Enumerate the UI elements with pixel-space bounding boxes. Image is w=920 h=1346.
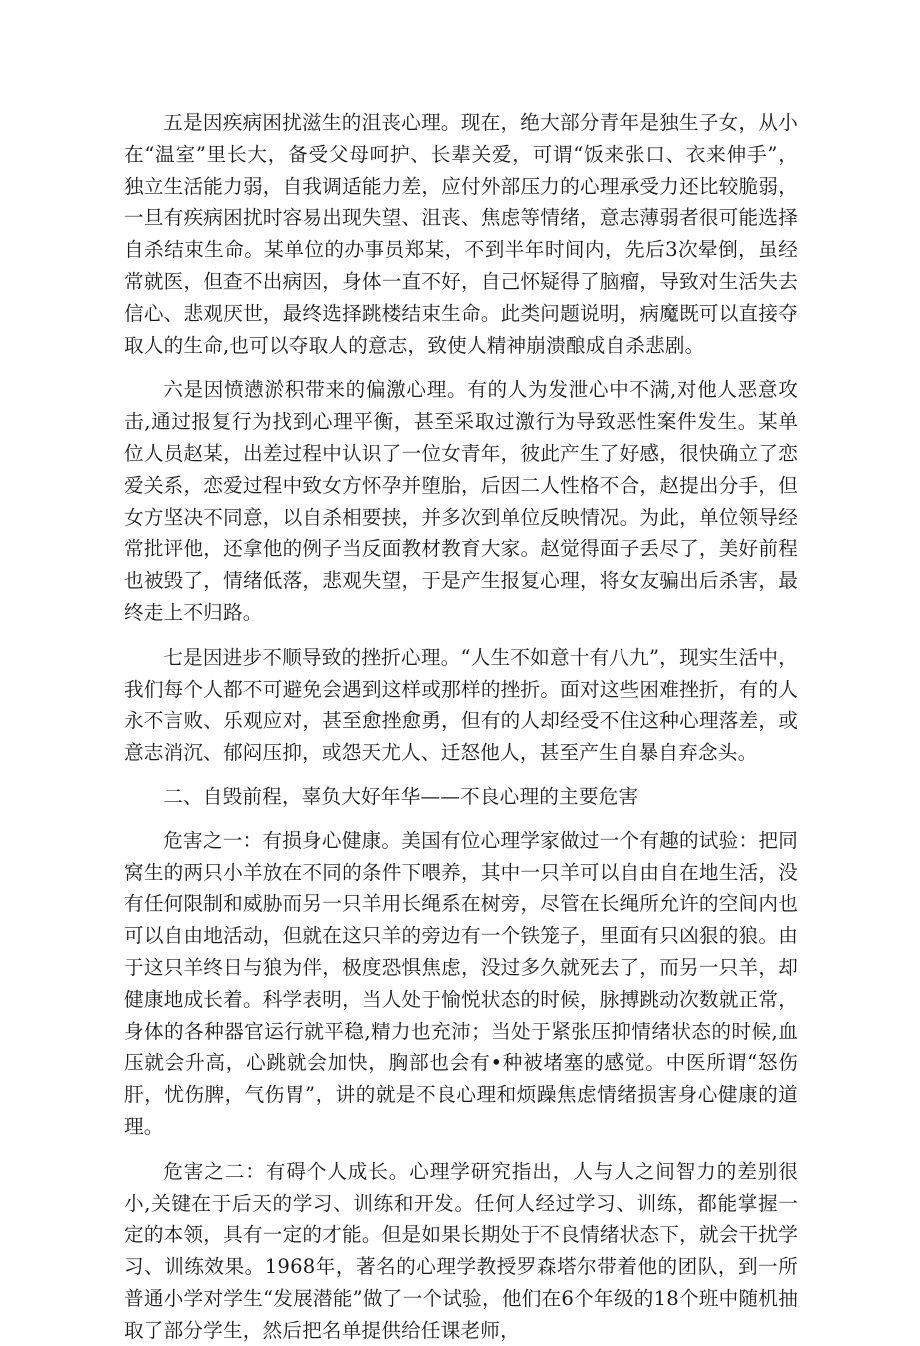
paragraph-depression: 五是因疾病困扰滋生的沮丧心理。现在，绝大部分青年是独生子女，从小在“温室”里长大，备受父母呵护、长辈关爱，可谓“饭来张口、衣来伸手”，独立生活能力弱，自我调适能力差，应付外部压力的心理承受力还比较脆弱，一旦有疾病困扰时容易出现失望、沮丧、焦虑等情绪，意志薄弱者很可能选择自杀结束生命。某单位的办事员郑某，不到半年时间内，先后3次晕倒，虽经常就医，但查不出病因，身体一直不好，自己怀疑得了脑瘤，导致对生活失去信心、悲观厌世，最终选择跳楼结束生命。此类问题说明，病魔既可以直接夺取人的生命,也可以夺取人的意志，致使人精神崩溃酿成自杀悲剧。 [124, 111, 798, 357]
paragraph-frustration: 七是因进步不顺导致的挫折心理。“人生不如意十有八九”，现实生活中，我们每个人都不可避免会遇到这样或那样的挫折。面对这些困难挫折，有的人永不言败、乐观应对，甚至愈挫愈勇，但有的人却经受不住这种心理落差，或意志消沉、郁闷压抑，或怨天尤人、迁怒他人，甚至产生自暴自弃念头。 [124, 645, 798, 765]
paragraph-harm-one: 危害之一：有损身心健康。美国有位心理学家做过一个有趣的试验：把同窝生的两只小羊放在不同的条件下喂养，其中一只羊可以自由自在地生活，没有任何限制和威胁而另一只羊用长绳系在树旁，尽管在长绳所允许的空间内也可以自由地活动，但就在这只羊的旁边有一个铁笼子，里面有只凶狠的狼。由于这只羊终日与狼为伴，极度恐惧焦虑，没过多久就死去了，而另一只羊，却健康地成长着。科学表明，当人处于愉悦状态的时候，脉搏跳动次数就正常，身体的各种器官运行就平稳,精力也充沛；当处于紧张压抑情绪状态的时候,血压就会升高，心跳就会加快，胸部也会有•种被堵塞的感觉。中医所谓“怒伤肝，忧伤脾，气伤胃”，讲的就是不良心理和烦躁焦虑情绪损害身心健康的道理。 [124, 828, 798, 1138]
paragraph-extreme: 六是因愤懑淤积带来的偏激心理。有的人为发泄心中不满,对他人恶意攻击,通过报复行为找到心理平衡，甚至采取过激行为导致恶性案件发生。某单位人员赵某，出差过程中认识了一位女青年，彼此产生了好感，很快确立了恋爱关系，恋爱过程中致女方怀孕并堕胎，后因二人性格不合，赵提出分手，但女方坚决不同意，以自杀相要挟，并多次到单位反映情况。为此，单位领导经常批评他，还拿他的例子当反面教材教育大家。赵觉得面子丢尽了，美好前程也被毁了，情绪低落，悲观失望，于是产生报复心理，将女友骗出后杀害，最终走上不归路。 [124, 378, 798, 624]
section-heading-harms: 二、自毁前程，辜负大好年华——不良心理的主要危害 [163, 784, 639, 808]
paragraph-harm-two: 危害之二：有碍个人成长。心理学研究指出，人与人之间智力的差别很小,关键在于后天的学习、训练和开发。任何人经过学习、训练，都能掌握一定的本领，具有一定的才能。但是如果长期处于不良情绪状态下，就会干扰学习、训练效果。1968年，著名的心理学教授罗森塔尔带着他的团队，到一所普通小学对学生“发展潜能”做了一个试验，他们在6个年级的18个班中随机抽取了部分学生，然后把名单提供给任课老师， [124, 1159, 798, 1342]
document-body [124, 107, 798, 1346]
